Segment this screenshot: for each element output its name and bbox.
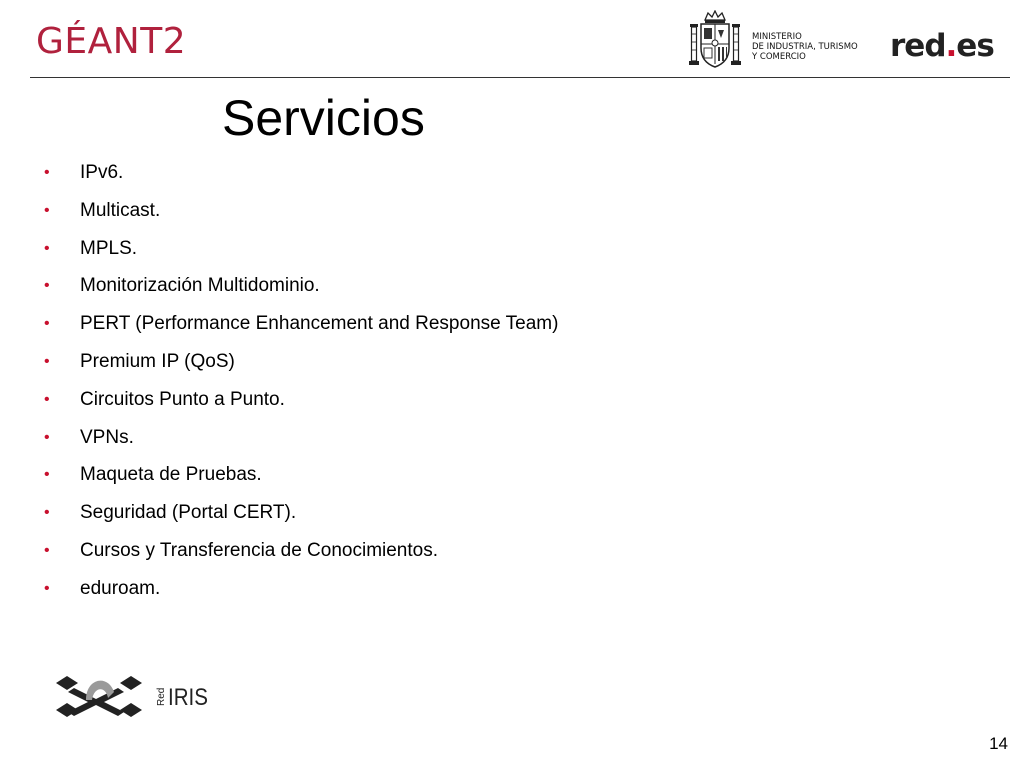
geant2-logo: GÉANT2 <box>36 21 187 62</box>
ministry-line-2: DE INDUSTRIA, TURISMO <box>752 42 858 52</box>
bullet-item <box>44 538 558 576</box>
bullet-list <box>44 160 558 614</box>
rediris-red-text: Red <box>156 687 167 706</box>
red-es-logo-part-2: es <box>956 28 994 64</box>
ministry-name <box>752 32 858 62</box>
bullet-text: VPNs. <box>80 426 134 448</box>
rediris-diamond-icon <box>56 676 78 690</box>
bullet-icon: • <box>44 428 50 446</box>
bullet-icon: • <box>44 352 50 370</box>
red-es-logo-dot: . <box>945 28 957 64</box>
rediris-diamond-icon <box>120 703 142 717</box>
rediris-x-icon <box>68 688 124 716</box>
bullet-text: Seguridad (Portal CERT). <box>80 502 297 524</box>
rediris-iris-text: IRIS <box>168 684 208 711</box>
bullet-text: PERT (Performance Enhancement and Response Team) <box>80 313 559 335</box>
bullet-text: Maqueta de Pruebas. <box>80 464 262 486</box>
red-es-logo <box>890 26 994 66</box>
ministry-line-3: Y COMERCIO <box>752 52 806 62</box>
header-divider <box>30 77 1010 78</box>
bullet-item <box>44 236 558 274</box>
bullet-item <box>44 387 558 425</box>
spain-coat-of-arms-icon <box>686 10 744 72</box>
bullet-item <box>44 500 558 538</box>
bullet-icon: • <box>44 315 50 333</box>
bullet-item <box>44 311 558 349</box>
bullet-icon: • <box>44 466 50 484</box>
bullet-item <box>44 349 558 387</box>
bullet-item <box>44 425 558 463</box>
rediris-diamond-icon <box>120 676 142 690</box>
bullet-item <box>44 160 558 198</box>
bullet-icon: • <box>44 239 50 257</box>
bullet-text: MPLS. <box>80 237 138 259</box>
bullet-icon: • <box>44 541 50 559</box>
rediris-logo <box>52 664 212 720</box>
ministry-line-1: MINISTERIO <box>752 32 802 42</box>
slide-title: Servicios <box>222 90 425 146</box>
bullet-icon: • <box>44 504 50 522</box>
bullet-item <box>44 576 558 614</box>
bullet-text: Monitorización Multidominio. <box>80 275 320 297</box>
bullet-text: eduroam. <box>80 577 161 599</box>
bullet-text: Circuitos Punto a Punto. <box>80 388 285 410</box>
bullet-item <box>44 273 558 311</box>
bullet-text: Premium IP (QoS) <box>80 350 235 372</box>
bullet-icon: • <box>44 201 50 219</box>
bullet-icon: • <box>44 277 50 295</box>
bullet-text: Multicast. <box>80 199 161 221</box>
page-number: 14 <box>989 734 1008 753</box>
red-es-logo-part-1: red <box>890 28 946 64</box>
bullet-text: Cursos y Transferencia de Conocimientos. <box>80 539 438 561</box>
bullet-item <box>44 462 558 500</box>
bullet-icon: • <box>44 579 50 597</box>
bullet-icon: • <box>44 390 50 408</box>
bullet-text: IPv6. <box>80 162 124 183</box>
bullet-item <box>44 198 558 236</box>
bullet-icon: • <box>44 164 50 181</box>
